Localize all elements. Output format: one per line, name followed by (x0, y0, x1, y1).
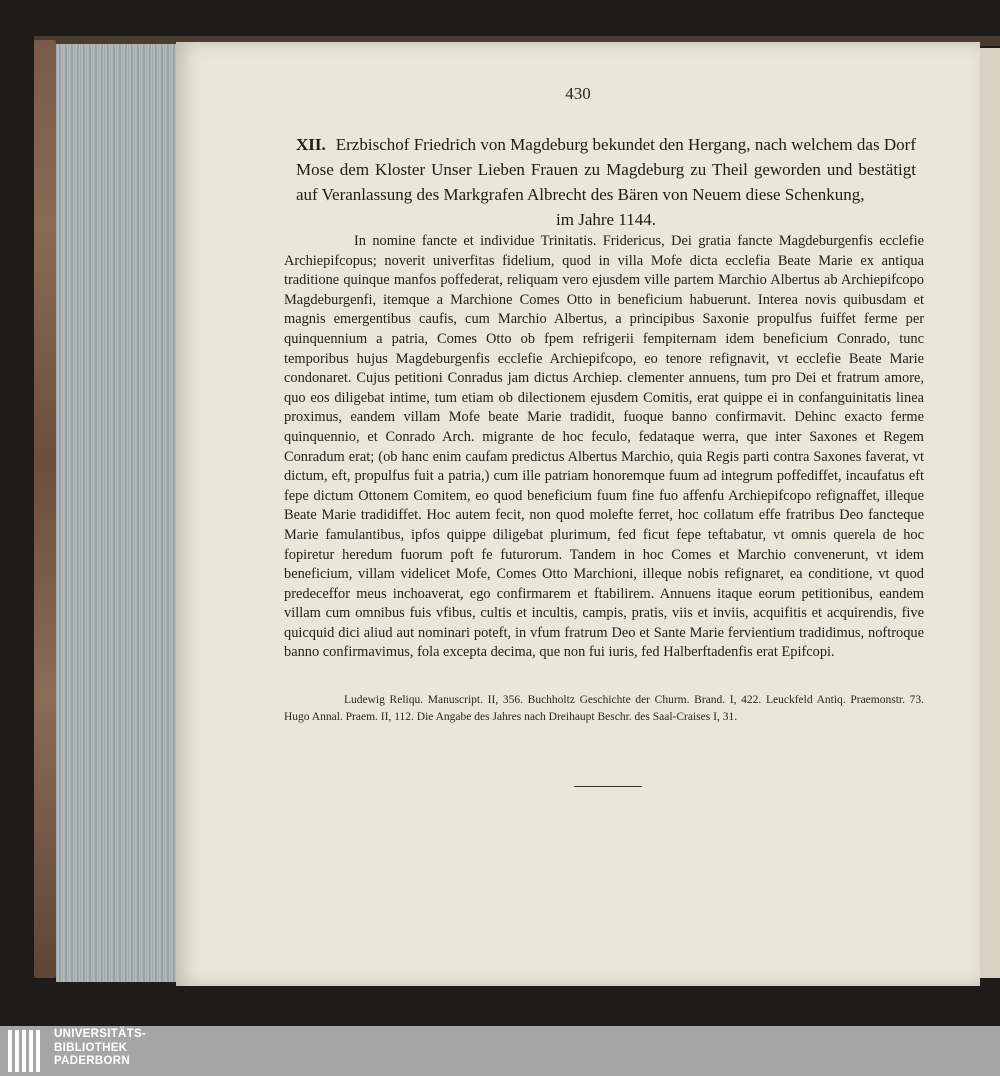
library-footer-bar (0, 1026, 1000, 1076)
heading-year: im Jahre 1144. (556, 210, 656, 229)
logo-line-2: BIBLIOTHEK (54, 1041, 128, 1054)
library-logo-icon (8, 1030, 44, 1072)
charter-body-text: In nomine fancte et individue Trinitatis. Fridericus, Dei gratia fancte Magdeburgenfis ecclefie Archiepifcopus; noverit univerfitas fidelium, quod in villa Mofe dicta ecclefia Beate Marie ex antiqua traditione quinque manfos poffederat, reliquam vero ejusdem ville partem Marchio Albertus ab Archiepifcopo Magdeburgenfi, itemque a Marchione Comes Otto in beneficium habuerunt. Interea novis quibusdam et magnis emergentibus caufis, cum Marchio Albertus, a principibus Saxonie propulfus fuiffet ferme per quinquennium a patria, Comes Otto ob fpem refrigerii fempiternam idem beneficium Conrado, tunc temporibus hujus Magdeburgenfis ecclefie Archiepifcopo, eo tenore refignavit, vt ecclefie Beate Marie condonaret. Cujus petitioni Conradus jam dictus Archiep. clementer annuens, tum pro Dei et fratrum amore, quo eos diligebat intime, tum etiam ob dilectionem ejusdem Comitis, erat quippe ei in confanguinitatis linea proximus, eandem villam Mofe beate Marie tradidit, fuoque banno confirmavit. Dehinc exacto ferme quinquennio, et Conrado Arch. migrante de hoc feculo, fedataque werra, que inter Saxones et Regem Conradum erat; (ob hanc enim caufam predictus Albertus Marchio, quia Regis parti contra Saxones faverat, vt dictum, eft, propulfus fuit a patria,) cum ille patriam honoremque fuum ad integrum poffediffet, incaufatus eft fepe dictum Ottonem Comitem, eo quod beneficium fuum fine fuo affenfu Archiepifcopo refignaffet, illeque Beate Marie tradidiffet. Hoc autem fecit, non quod molefte ferret, hoc collatum effe fratribus Deo fancteque Marie famulantibus, ipfos quippe diligebat plurimum, fed ficut fepe teftabatur, vt omnis querela de hoc fopiretur heredum fuorum poft fe futurorum. Tandem in hoc Comes et Marchio convenerunt, vt idem beneficium, villam videlicet Mofe, Comes Otto Marchioni, illeque nobis refignaret, ea conditione, vt quod predeceffor meus inchoaverat, ego confirmarem et ftabilirem. Annuens itaque eorum petitionibus, eandem villam cum omnibus fuis vfibus, cultis et incultis, campis, pratis, viis et inviis, acquifitis et acquirendis, five quicquid dici aliud aut nominari poteft, in vfum fratrum Deo et Sante Marie fervientium tradidimus, noftroque banno confirmavimus, fola excepta decima, que non fui iuris, fed Halberftadenfis erat Epifcopi. (284, 233, 924, 661)
heading-number: XII. (296, 135, 326, 154)
end-rule (574, 786, 642, 787)
logo-line-3: PADERBORN (54, 1055, 130, 1067)
facing-page-edge (980, 48, 1000, 978)
heading-text: Erzbischof Friedrich von Magdeburg bekundet den Hergang, nach welchem das Dorf Mose dem Kloster Unser Lieben Frauen zu Magdeburg zu Theil geworden und bestätigt auf Veranlassung des Markgrafen Albrecht des Bären von Neuem diese Schenkung, (296, 135, 916, 204)
document-heading (296, 132, 916, 232)
page-block-edge (56, 44, 180, 982)
library-logo-text (54, 1028, 146, 1069)
source-footnote: Ludewig Reliqu. Manuscript. II, 356. Buchholtz Geschichte der Churm. Brand. I, 422. Leuckfeld Antiq. Praemonstr. 73. Hugo Annal. Praem. II, 112. Die Angabe des Jahres nach Dreihaupt Beschr. des Saal-Craises I, 31. (284, 694, 924, 723)
page-number: 430 (565, 84, 591, 103)
book-page (176, 42, 980, 986)
book-binding (34, 40, 56, 978)
logo-line-1: UNIVERSITÄTS- (54, 1028, 147, 1040)
